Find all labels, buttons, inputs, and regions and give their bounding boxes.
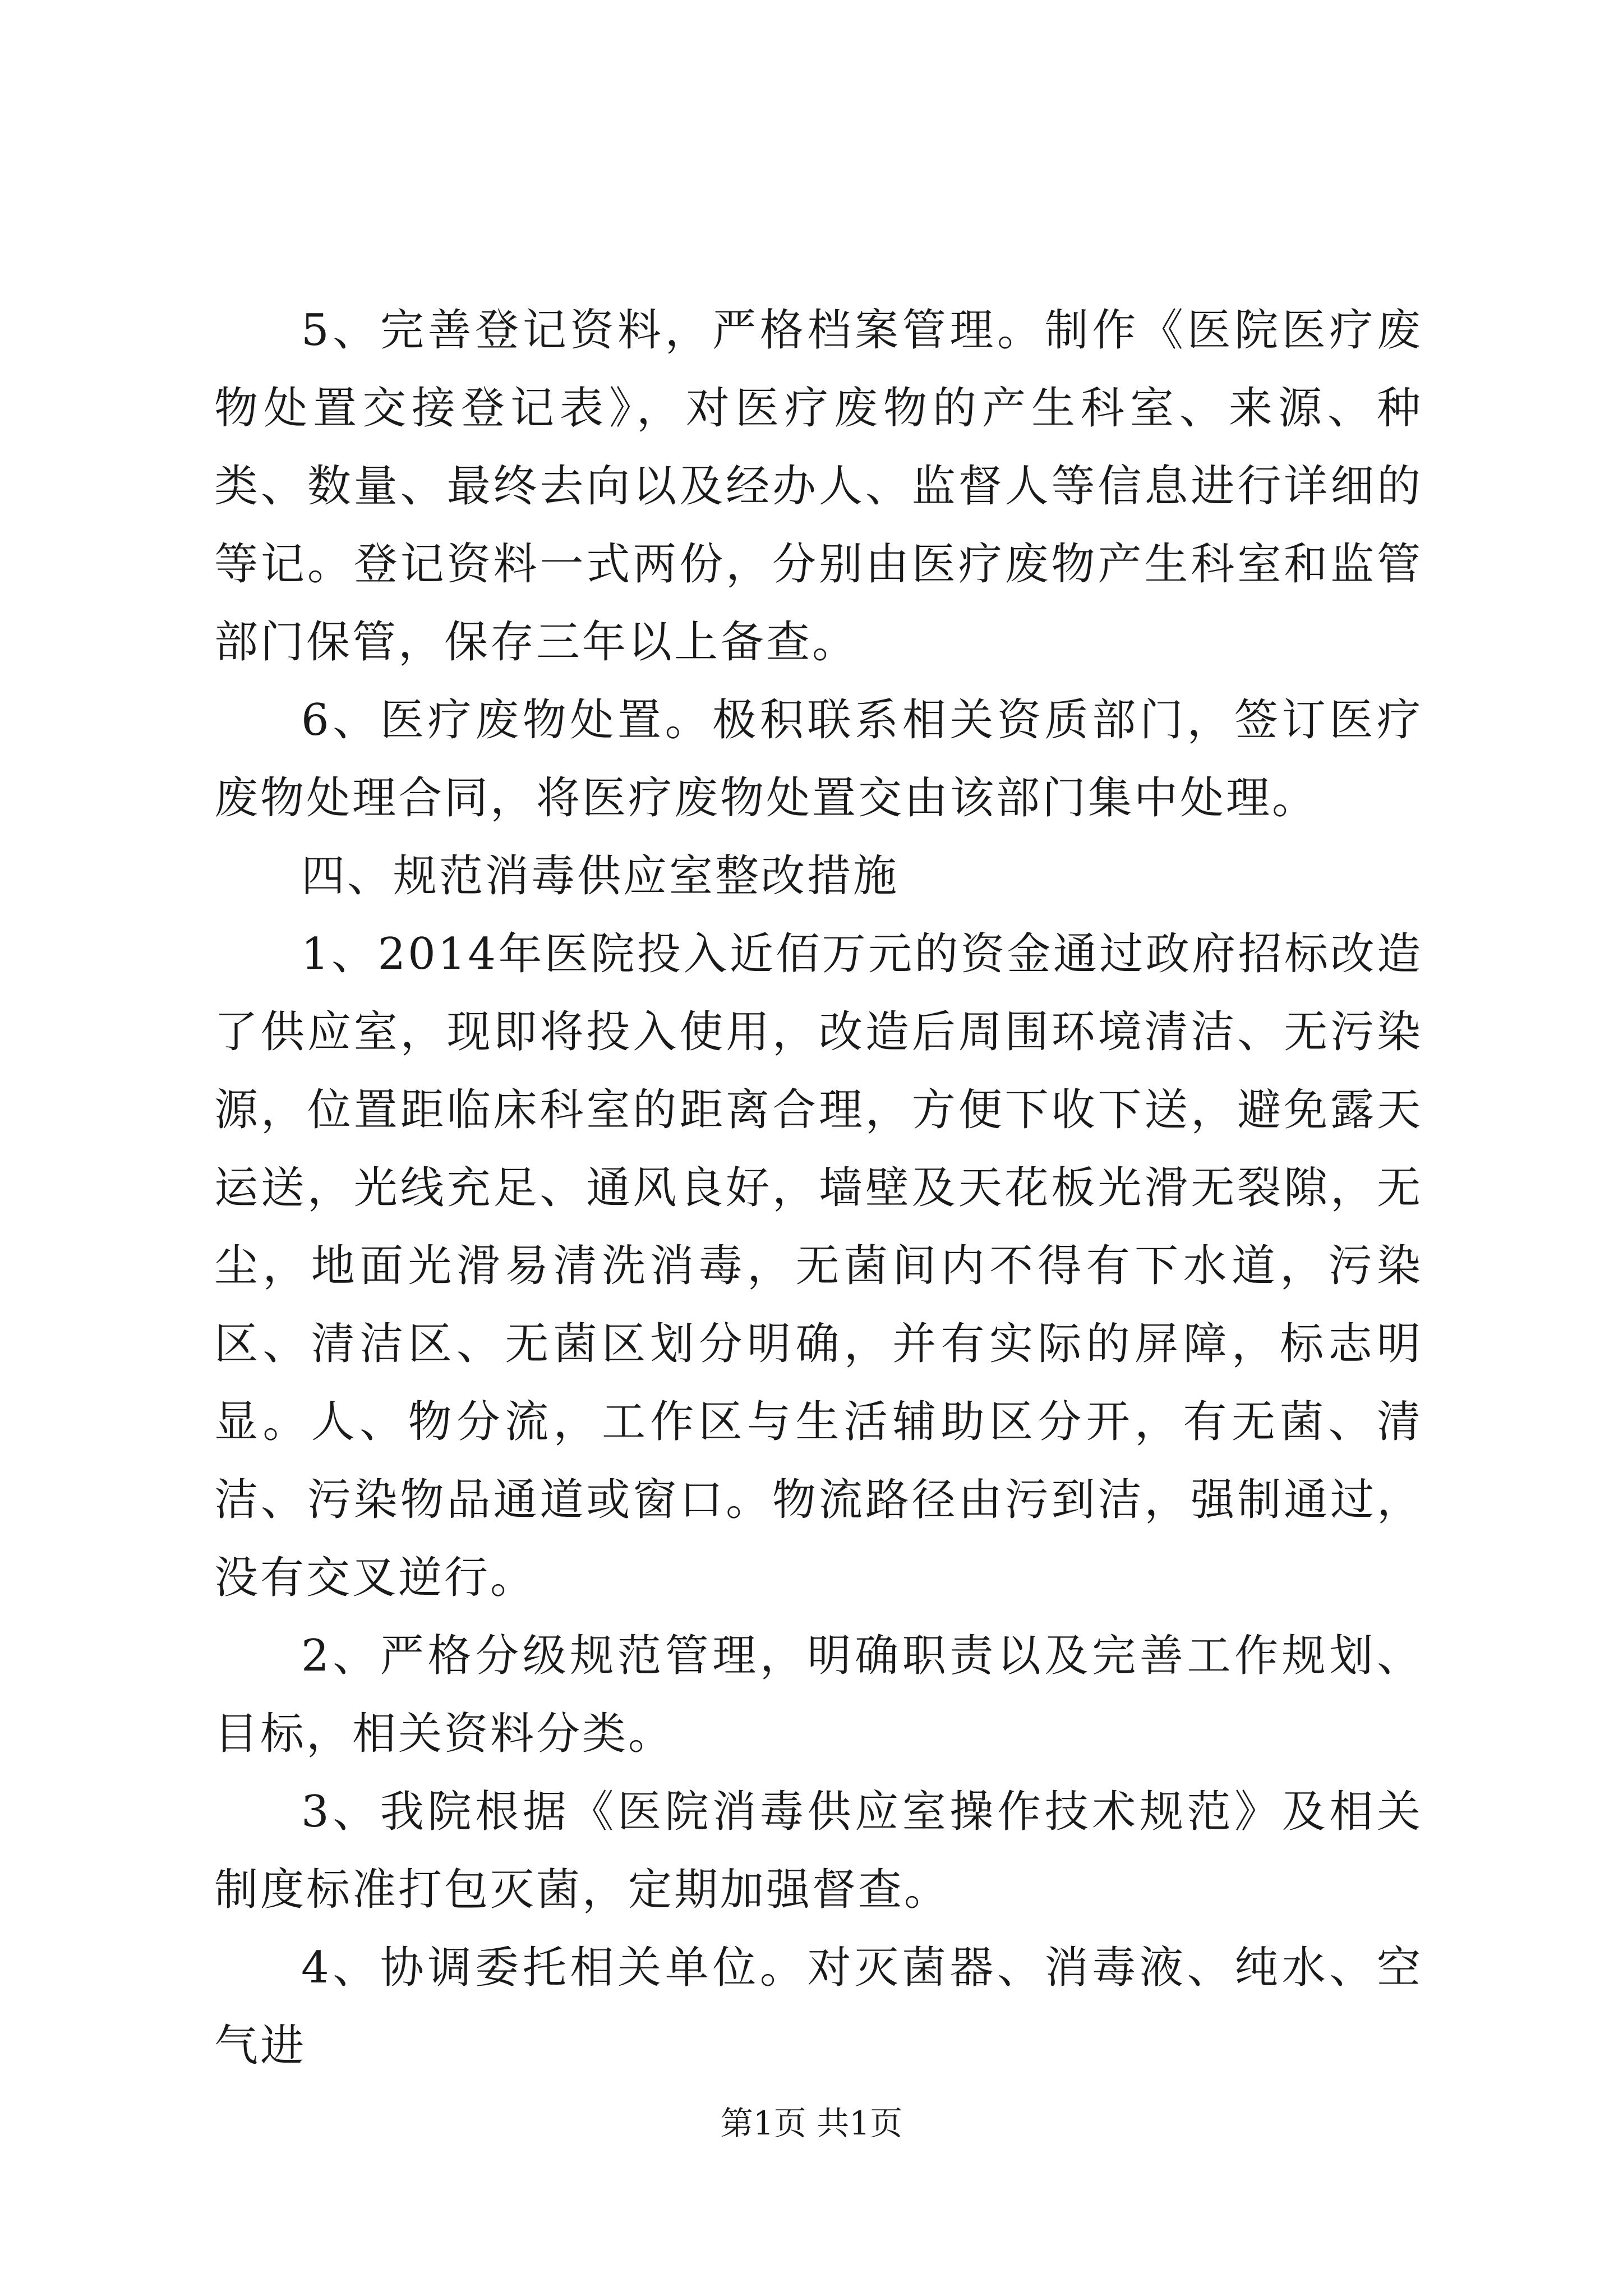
paragraph-record-management: 5、完善登记资料，严格档案管理。制作《医院医疗废物处置交接登记表》，对医疗废物的产生科室、来源、种类、数量、最终去向以及经办人、监督人等信息进行详细的等记。登记资料一式两份，分别由医疗废物产生科室和监管部门保管，保存三年以上备查。 (214, 305, 1423, 668)
paragraph-coordination: 4、协调委托相关单位。对灭菌器、消毒液、纯水、空气进 (214, 1943, 1423, 2071)
section-heading-sterilization-supply: 四、规范消毒供应室整改措施 (301, 851, 900, 901)
page-number-footer: 第1页 共1页 (720, 2104, 903, 2142)
document-body (214, 292, 1423, 2085)
paragraph-graded-management: 2、严格分级规范管理，明确职责以及完善工作规划、目标，相关资料分类。 (214, 1631, 1423, 1759)
paragraph-supply-room-renovation: 1、2014年医院投入近佰万元的资金通过政府招标改造了供应室，现即将投入使用，改造后周围环境清洁、无污染源，位置距临床科室的距离合理，方便下收下送，避免露天运送，光线充足、通风良好，墙壁及天花板光滑无裂隙，无尘，地面光滑易清洗消毒，无菌间内不得有下水道，污染区、清洁区、无菌区划分明确，并有实际的屏障，标志明显。人、物分流，工作区与生活辅助区分开，有无菌、清洁、污染物品通道或窗口。物流路径由污到洁，强制通过，没有交叉逆行。 (214, 929, 1423, 1603)
paragraph-technical-standards: 3、我院根据《医院消毒供应室操作技术规范》及相关制度标准打包灭菌，定期加强督查。 (214, 1787, 1423, 1915)
paragraph-waste-disposal: 6、医疗废物处置。极积联系相关资质部门，签订医疗废物处理合同，将医疗废物处置交由该部门集中处理。 (214, 695, 1423, 823)
